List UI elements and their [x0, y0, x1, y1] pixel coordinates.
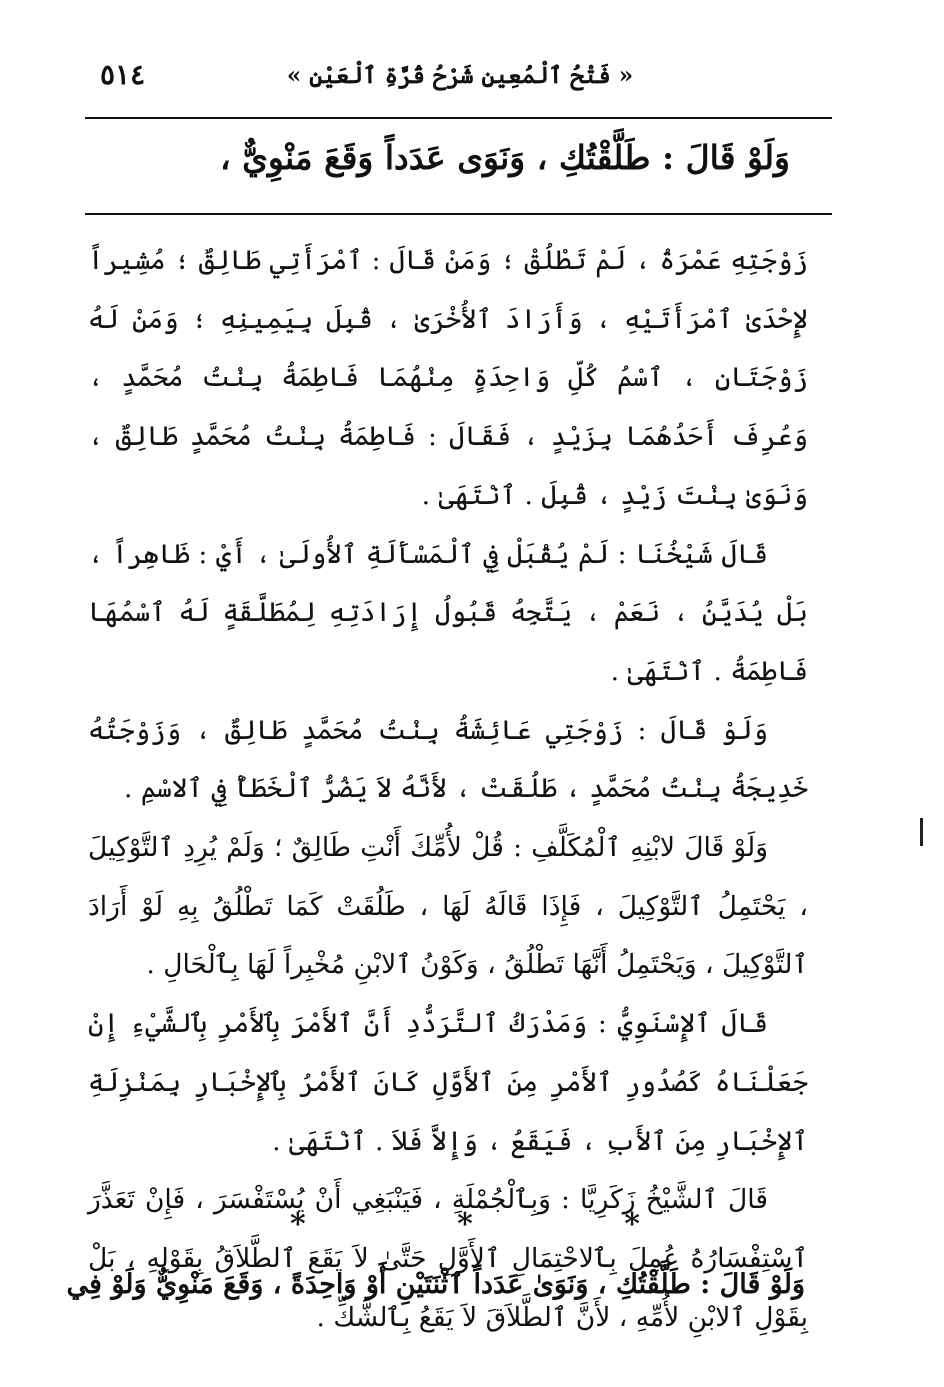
commentary-paragraph: قَالَ ٱلإِسْنَوِيُّ : وَمَدْرَكُ ٱلتَّرَدُّدِ أَنَّ ٱلأَمْرَ بِٱلأَمْرِ بِٱلشَّيْءِ إِنْ جَعَلْنَاهُ كَصُدُورِ ٱلأَمْرِ مِنَ ٱلأَوَّلِ كَانَ ٱلأَمْرُ بِٱلإِخْبَارِ بِمَنْزِلَةِ ٱلإِخْبَارِ مِنَ ٱلأَبِ ، فَيَقَعُ ، وَإِلاَّ فَلاَ . ٱنْتَهَىٰ .	[88, 1008, 808, 1157]
matn-text-top: وَلَوْ قَالَ : طَلَّقْتُكِ ، وَنَوَى عَدَداً وَقَعَ مَنْوِيٌّ ،	[219, 138, 790, 177]
separator-star: *	[290, 1207, 306, 1242]
separator-star: *	[457, 1207, 473, 1242]
commentary-body	[88, 232, 808, 1347]
commentary-paragraph: وَلَوْ قَالَ لابْنِهِ ٱلْمُكَلَّفِ : قُلْ لأُمِّكَ أَنْتِ طَالِقٌ ؛ وَلَمْ يُرِدِ ٱلتَّوْكِيلَ ، يَحْتَمِلُ ٱلتَّوْكِيلَ ، فَإِذَا قَالَهُ لَهَا ، طَلُقَتْ كَمَا تَطْلُقُ بِهِ لَوْ أَرَادَ ٱلتَّوْكِيلَ ، وَيَحْتَمِلُ أَنَّهَا تَطْلُقُ ، وَكَوْنُ ٱلابْنِ مُخْبِراً لَهَا بِٱلْحَالِ .	[88, 832, 808, 981]
separator-star: *	[624, 1207, 640, 1242]
running-header-title: « فَتْحُ ٱلْمُعِينِ شَرْحُ قُرَّةِ ٱلْعَيْنِ »	[286, 62, 634, 89]
header-rule	[85, 117, 832, 119]
matn-text-bottom: وَلَوْ قَالَ : طَلَّقْتُكِ ، وَنَوَىٰ عَدَداً ٱثْنَتَيْنِ أَوْ وَاحِدَةً ، وَقَعَ مَنْوِيٌّ وَلَوْ فِي	[66, 1269, 805, 1300]
section-separator	[290, 1205, 640, 1245]
margin-mark	[920, 818, 923, 846]
matn-separator-rule	[85, 213, 832, 215]
commentary-paragraph: زَوْجَتِهِ عَمْرَةُ ، لَمْ تَطْلُقْ ؛ وَمَنْ قَالَ : ٱمْرَأَتِي طَالِقٌ ؛ مُشِيراً لإِحْدَىٰ ٱمْرَأَتَيْهِ ، وَأَرَادَ ٱلأُخْرَىٰ ، قُبِلَ بِيَمِينِهِ ؛ وَمَنْ لَهُ زَوْجَتَانِ ، ٱسْمُ كُلِّ وَاحِدَةٍ مِنْهُمَا فَاطِمَةُ بِنْتُ مُحَمَّدٍ ، وَعُرِفَ أَحَدُهُمَا بِزَيْدٍ ، فَقَالَ : فَاطِمَةُ بِنْتُ مُحَمَّدٍ طَالِقٌ ، وَنَوَىٰ بِنْتَ زَيْدٍ ، قُبِلَ . ٱنْتَهَىٰ .	[88, 245, 808, 511]
commentary-paragraph: قَالَ ٱلشَّيْخُ زَكَرِيَّا : وَبِٱلْجُمْلَةِ ، فَيَنْبَغِي أَنْ يُسْتَفْسَرَ ، فَإِنْ تَعَذَّرَ ٱسْتِفْسَارُهُ عُمِلَ بِٱلاحْتِمَالِ ٱلأَوَّلِ حَتَّىٰ لاَ يَقَعَ ٱلطَّلاَقُ بِقَوْلِهِ ، بَلْ بِقَوْلِ ٱلابْنِ لأُمِّهِ ، لأَنَّ ٱلطَّلاَقَ لاَ يَقَعُ بِٱلشَّكِّ .	[88, 1184, 808, 1333]
commentary-paragraph: وَلَوْ قَالَ : زَوْجَتِي عَائِشَةُ بِنْتُ مُحَمَّدٍ طَالِقٌ ، وَزَوْجَتُهُ خَدِيجَةُ بِنْتُ مُحَمَّدٍ ، طَلُقَتْ ، لأَنَّهُ لاَ يَضُرُّ ٱلْخَطَأُ فِي ٱلاسْمِ .	[88, 714, 808, 805]
commentary-paragraph: قَالَ شَيْخُنَا : لَمْ يُقْبَلْ فِي ٱلْمَسْأَلَةِ ٱلأُولَىٰ ، أَيْ : ظَاهِراً ، بَلْ يُدَيَّنُ ، نَعَمْ ، يَتَّجِهُ قَبُولُ إِرَادَتِهِ لِمُطَلَّقَةٍ لَهُ ٱسْمُهَا فَاطِمَةُ . ٱنْتَهَىٰ .	[88, 538, 808, 687]
page-number: ٥١٤	[100, 58, 146, 91]
